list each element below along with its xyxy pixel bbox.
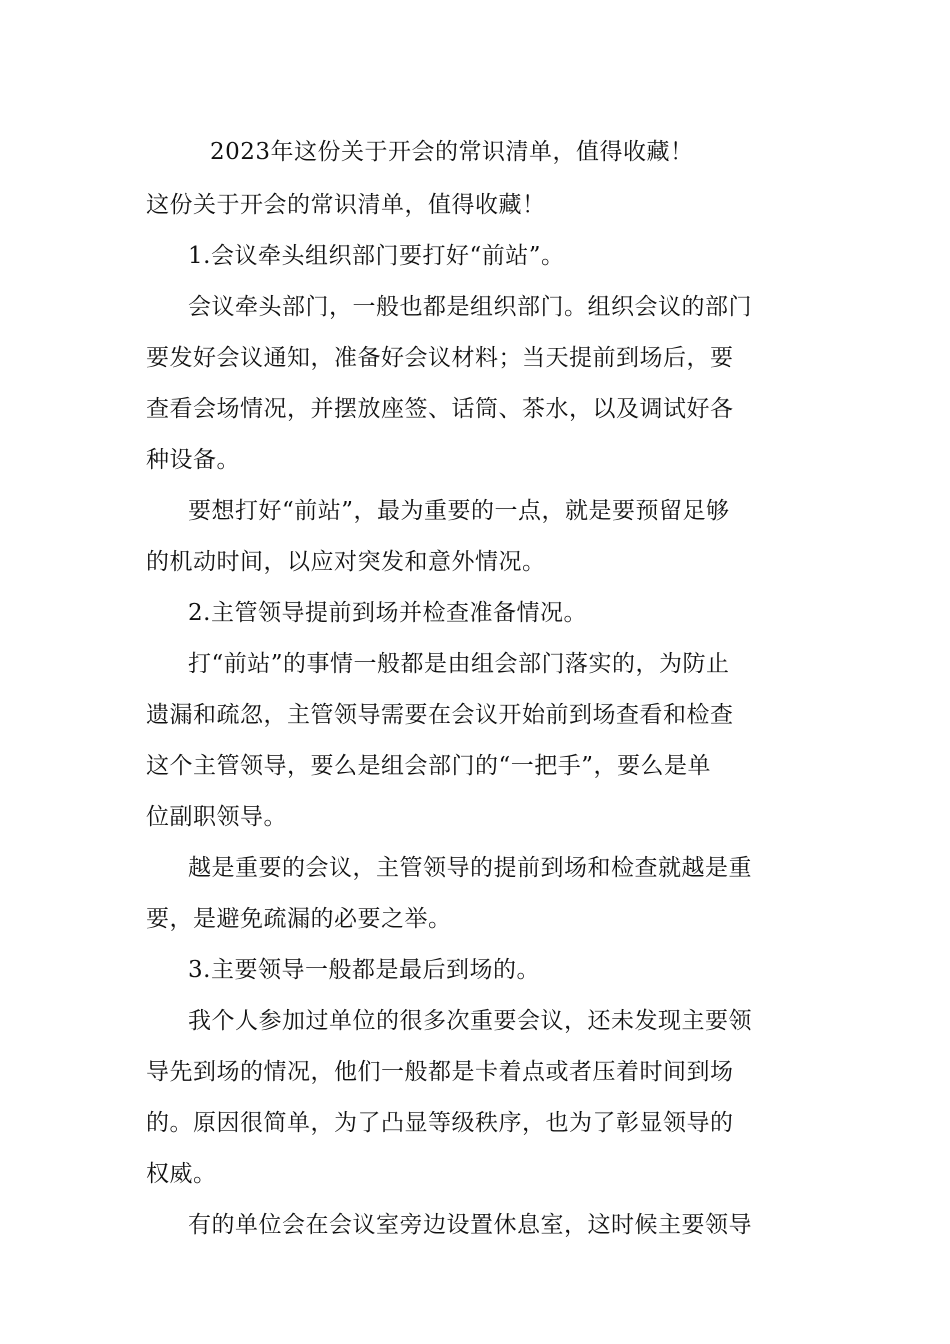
text-line: 打“前站”的事情一般都是由组会部门落实的，为防止 (188, 651, 730, 677)
text-line: 的。原因很简单，为了凸显等级秩序，也为了彰显领导的 (146, 1110, 734, 1136)
text-line: 这份关于开会的常识清单，值得收藏！ (146, 192, 546, 218)
text-line: 1.会议牵头组织部门要打好“前站”。 (188, 243, 565, 269)
document-body (146, 180, 806, 1251)
text-line: 要发好会议通知，准备好会议材料；当天提前到场后，要 (146, 345, 734, 371)
text-line: 越是重要的会议，主管领导的提前到场和检查就越是重 (188, 855, 752, 881)
text-line: 会议牵头部门，一般也都是组织部门。组织会议的部门 (188, 294, 752, 320)
text-line: 2.主管领导提前到场并检查准备情况。 (188, 600, 587, 626)
text-line: 查看会场情况，并摆放座签、话筒、茶水，以及调试好各 (146, 396, 734, 422)
text-line: 遗漏和疏忽，主管领导需要在会议开始前到场查看和检查 (146, 702, 734, 728)
text-line: 导先到场的情况，他们一般都是卡着点或者压着时间到场 (146, 1059, 734, 1085)
text-line: 位副职领导。 (146, 804, 287, 830)
text-line: 3.主要领导一般都是最后到场的。 (188, 957, 540, 983)
document-content (146, 132, 806, 1251)
text-line: 种设备。 (146, 447, 240, 473)
text-line: 权威。 (146, 1161, 217, 1187)
text-line: 要，是避免疏漏的必要之举。 (146, 906, 452, 932)
text-line: 这个主管领导，要么是组会部门的“一把手”，要么是单 (146, 753, 712, 779)
text-line: 要想打好“前站”，最为重要的一点，就是要预留足够 (188, 498, 730, 524)
document-title: 2023年这份关于开会的常识清单，值得收藏！ (210, 139, 694, 165)
text-line: 的机动时间，以应对突发和意外情况。 (146, 549, 546, 575)
text-line: 我个人参加过单位的很多次重要会议，还未发现主要领 (188, 1008, 752, 1034)
text-line: 有的单位会在会议室旁边设置休息室，这时候主要领导 (188, 1212, 752, 1238)
